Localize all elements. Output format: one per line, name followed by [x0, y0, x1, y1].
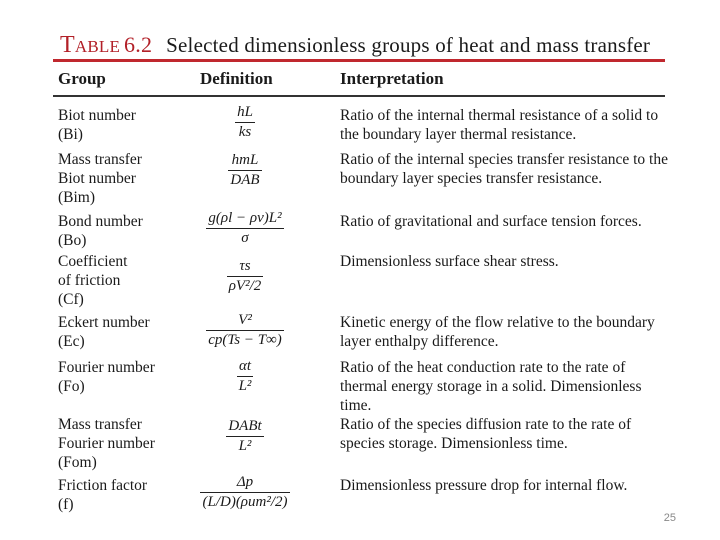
- interpretation-cell: Ratio of gravitational and surface tension forces.: [340, 213, 642, 230]
- group-name: Friction factor (f): [58, 477, 148, 513]
- group-name: Bond number (Bo): [58, 213, 143, 249]
- top-rule: [53, 59, 665, 62]
- header-group: Group: [58, 69, 106, 88]
- header-interpretation: Interpretation: [340, 69, 444, 88]
- definition-denominator: cp(Ts − T∞): [208, 332, 282, 348]
- definition-denominator: (L/D)(ρum²/2): [202, 494, 288, 510]
- group-name: Fourier number (Fo): [58, 359, 155, 395]
- group-name: Mass transfer Fourier number (Fom): [58, 416, 155, 471]
- group-name: Coefficient of friction (Cf): [58, 253, 128, 308]
- group-name: Biot number (Bi): [58, 107, 136, 143]
- table-number: 6.2: [124, 32, 153, 57]
- interpretation-cell: Ratio of the heat conduction rate to the rate of thermal energy storage in a solid. Dimensionless time.: [340, 359, 642, 414]
- group-name: Eckert number (Ec): [58, 314, 150, 350]
- group-name: Mass transfer Biot number (Bim): [58, 151, 142, 206]
- interpretation-cell: Ratio of the internal thermal resistance of a solid to the boundary layer thermal resistance.: [340, 107, 659, 143]
- definition-numerator: g(ρl − ρv)L²: [208, 210, 282, 226]
- definition-cell: [190, 210, 300, 247]
- definition-numerator: τs: [239, 258, 251, 274]
- table-label: Table: [60, 32, 121, 58]
- definition-denominator: DAB: [230, 172, 260, 188]
- definition-denominator: ρV²/2: [228, 278, 262, 294]
- definition-cell: [195, 418, 295, 455]
- definition-numerator: αt: [238, 358, 252, 374]
- group-cell: [58, 212, 208, 250]
- definition-numerator: DABt: [228, 418, 262, 434]
- definition-numerator: Δp: [236, 474, 254, 490]
- definition-cell: [195, 152, 295, 189]
- definition-cell: [195, 358, 295, 395]
- definition-denominator: σ: [241, 230, 249, 246]
- group-cell: [58, 106, 208, 144]
- interpretation-cell: Dimensionless surface shear stress.: [340, 253, 559, 270]
- definition-denominator: L²: [238, 378, 252, 394]
- definition-cell: [195, 258, 295, 295]
- group-cell: [58, 415, 208, 472]
- header-rule: [53, 95, 665, 97]
- group-cell: [58, 252, 208, 309]
- definition-denominator: ks: [238, 124, 252, 140]
- definition-numerator: hmL: [231, 152, 259, 168]
- interpretation-cell: Dimensionless pressure drop for internal flow.: [340, 477, 628, 494]
- definition-cell: [190, 312, 300, 349]
- definition-denominator: L²: [238, 438, 252, 454]
- header-definition: Definition: [200, 69, 273, 88]
- group-cell: [58, 476, 208, 514]
- table-title: [60, 32, 650, 59]
- definition-numerator: hL: [237, 104, 253, 120]
- group-cell: [58, 150, 208, 207]
- page-number: 25: [663, 512, 676, 524]
- interpretation-cell: Ratio of the internal species transfer resistance to the boundary layer species transfer resistance.: [340, 151, 668, 187]
- interpretation-cell: Kinetic energy of the flow relative to the boundary layer enthalpy difference.: [340, 314, 655, 350]
- table-caption: Selected dimensionless groups of heat and mass transfer: [166, 33, 651, 57]
- definition-cell: [190, 474, 300, 511]
- group-cell: [58, 358, 208, 396]
- definition-numerator: V²: [238, 312, 252, 328]
- interpretation-cell: Ratio of the species diffusion rate to the rate of species storage. Dimensionless time.: [340, 416, 632, 452]
- definition-cell: [195, 104, 295, 141]
- group-cell: [58, 313, 208, 351]
